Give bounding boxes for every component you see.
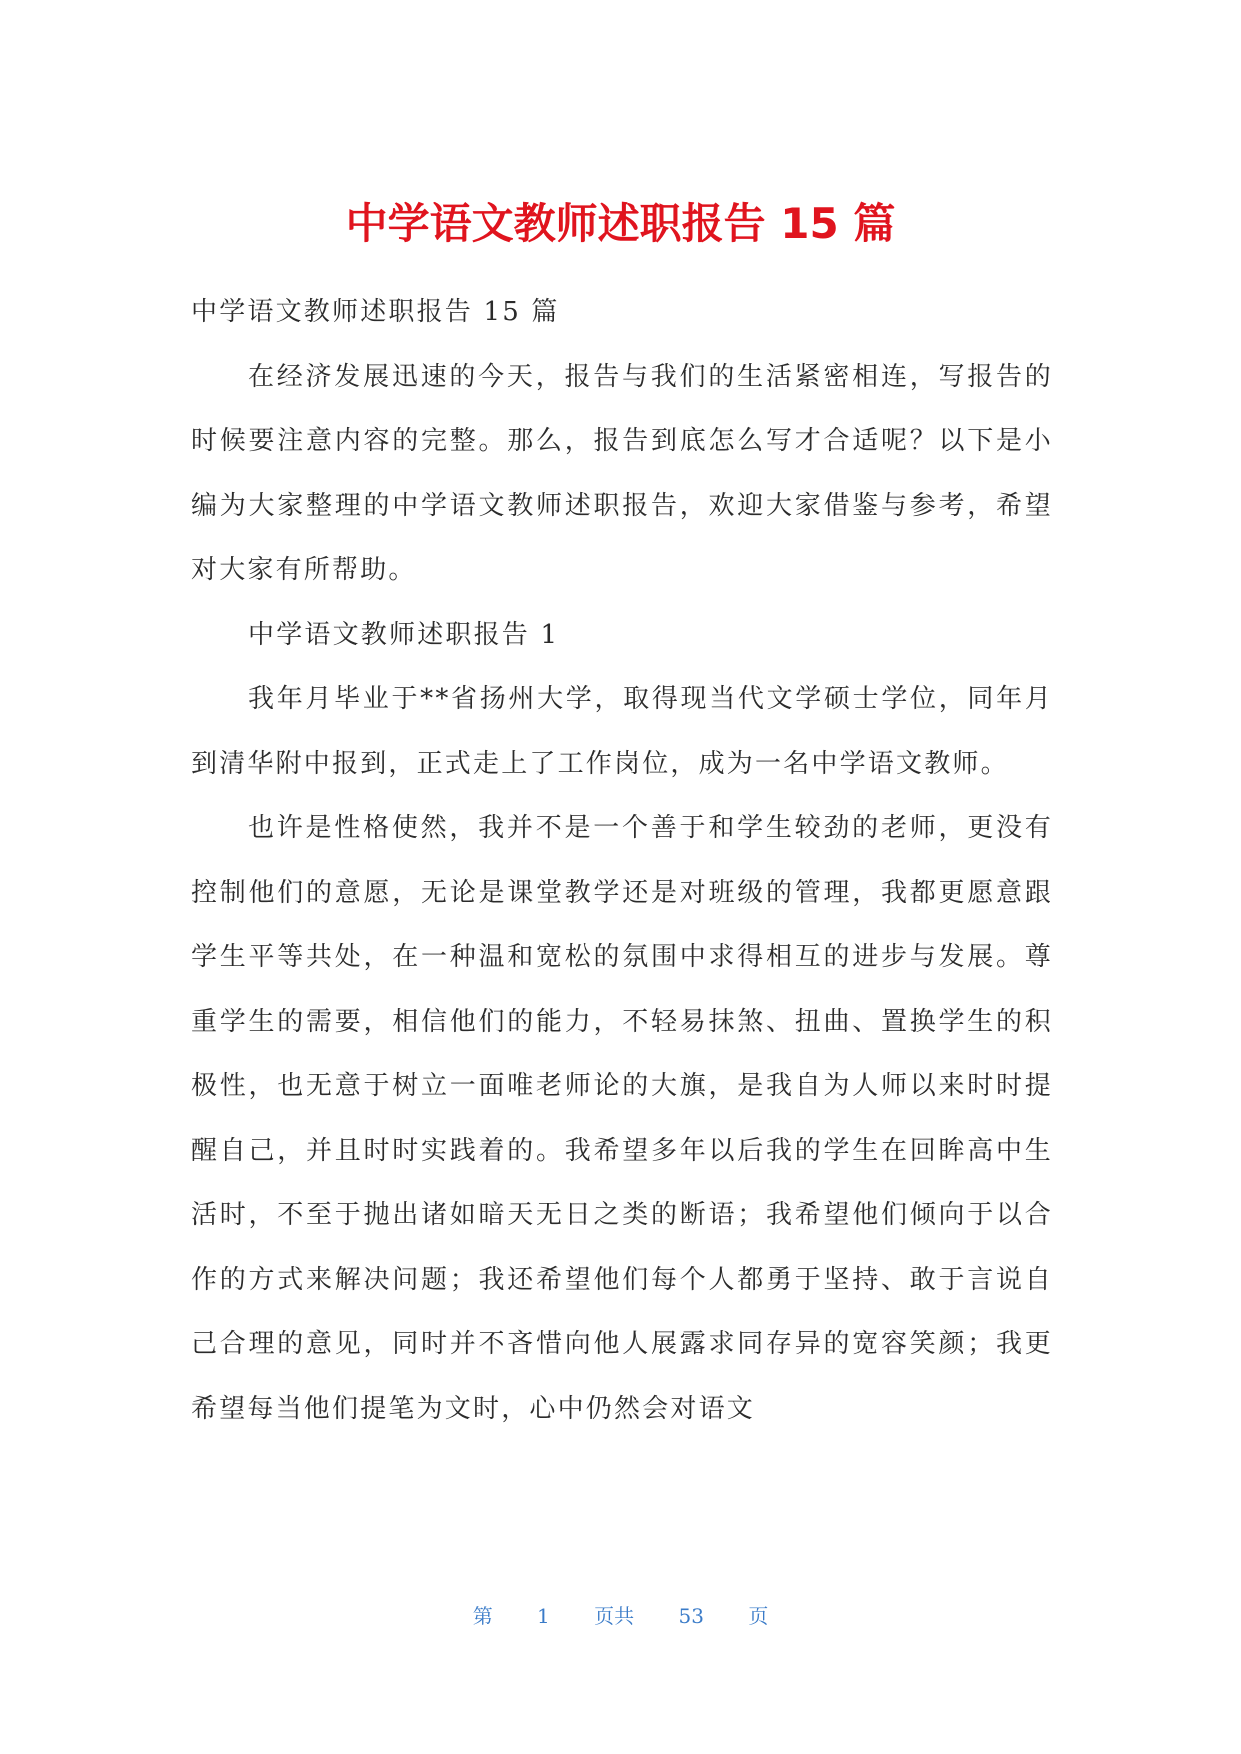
subtitle-paragraph: 中学语文教师述职报告 15 篇 <box>191 297 560 327</box>
footer-page-number: 1 <box>537 1604 550 1628</box>
body-paragraph: 我年月毕业于**省扬州大学，取得现当代文学硕士学位，同年月到清华附中报到，正式走上了工作岗位，成为一名中学语文教师。 <box>191 684 1053 779</box>
section-heading: 中学语文教师述职报告 1 <box>248 619 560 650</box>
document-title: 中学语文教师述职报告 15 篇 <box>345 199 896 248</box>
document-body <box>191 280 1053 1441</box>
intro-paragraph: 在经济发展迅速的今天，报告与我们的生活紧密相连，写报告的时候要注意内容的完整。那么，报告到底怎么写才合适呢？以下是小编为大家整理的中学语文教师述职报告，欢迎大家借鉴与参考，希望对大家有所帮助。 <box>191 361 1053 585</box>
footer-middle: 页共 <box>594 1604 635 1628</box>
body-paragraph: 也许是性格使然，我并不是一个善于和学生较劲的老师，更没有控制他们的意愿，无论是课堂教学还是对班级的管理，我都更愿意跟学生平等共处，在一种温和宽松的氛围中求得相互的进步与发展。尊重学生的需要，相信他们的能力，不轻易抹煞、扭曲、置换学生的积极性，也无意于树立一面唯老师论的大旗，是我自为人师以来时时提醒自己，并且时时实践着的。我希望多年以后我的学生在回眸高中生活时，不至于抛出诸如暗天无日之类的断语；我希望他们倾向于以合作的方式来解决问题；我还希望他们每个人都勇于坚持、敢于言说自己合理的意见，同时并不吝惜向他人展露求同存异的宽容笑颜；我更希望每当他们提笔为文时，心中仍然会对语文 <box>191 813 1053 1424</box>
footer-suffix: 页 <box>748 1604 769 1628</box>
page-footer <box>0 1600 1241 1629</box>
footer-prefix: 第 <box>472 1604 493 1628</box>
footer-total-pages: 53 <box>678 1604 704 1628</box>
